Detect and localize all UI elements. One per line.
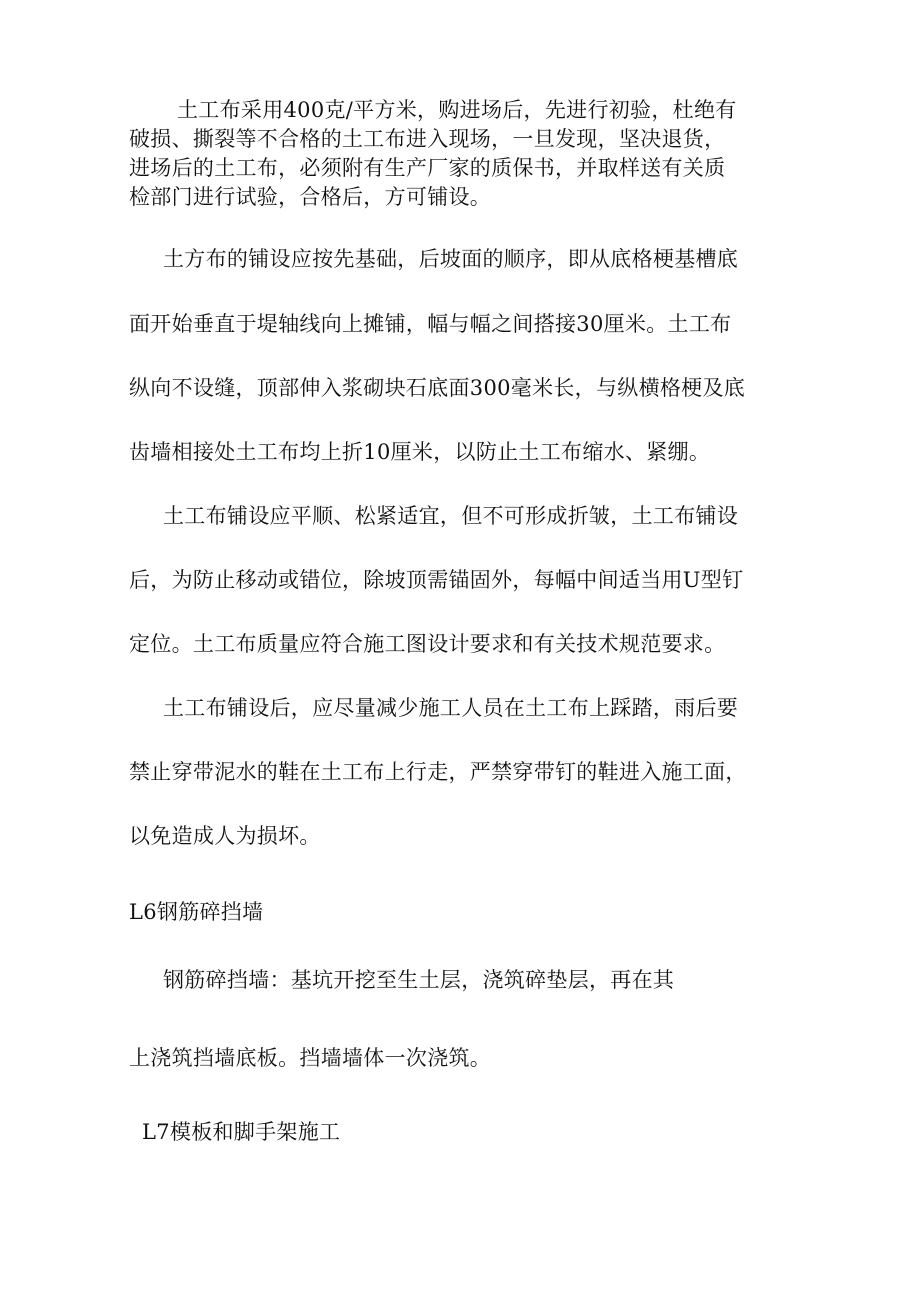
paragraph-4-line-1: 土工布铺设后，应尽量减少施工人员在土工布上踩踏，雨后要 — [163, 696, 739, 720]
section-heading-l6: L6钢筋碎挡墙 — [129, 900, 264, 924]
paragraph-2-line-1: 土方布的铺设应按先基础，后坡面的顺序，即从底格梗基槽底 — [163, 247, 739, 271]
paragraph-3-line-2: 后，为防止移动或错位，除坡顶需锚固外，每幅中间适当用U型钉 — [129, 568, 744, 592]
paragraph-4-line-3: 以免造成人为损坏。 — [129, 824, 321, 848]
paragraph-4-line-2: 禁止穿带泥水的鞋在土工布上行走，严禁穿带钉的鞋进入施工面， — [129, 760, 747, 784]
paragraph-1-line-1: 土工布采用400克/平方米，购进场后，先进行初验，杜绝有 — [177, 98, 737, 122]
paragraph-1-line-2: 破损、撕裂等不合格的土工布进入现场，一旦发现，坚决退货， — [129, 127, 726, 151]
paragraph-2-line-3: 纵向不设缝，顶部伸入浆砌块石底面300毫米长，与纵横格梗及底 — [129, 376, 746, 400]
paragraph-2-line-4: 齿墙相接处土工布均上折10厘米，以防止土工布缩水、紧绷。 — [129, 440, 711, 464]
paragraph-1-line-3: 进场后的土工布，必须附有生产厂家的质保书，并取样送有关质 — [129, 156, 726, 180]
paragraph-5-line-1: 钢筋碎挡墙：基坑开挖至生土层，浇筑碎垫层，再在其 — [163, 968, 675, 992]
paragraph-3-line-3: 定位。土工布质量应符合施工图设计要求和有关技术规范要求。 — [129, 632, 726, 656]
paragraph-1-line-4: 检部门进行试验，合格后，方可铺设。 — [129, 185, 492, 209]
paragraph-3-line-1: 土工布铺设应平顺、松紧适宜，但不可形成折皱，土工布铺设 — [163, 504, 739, 528]
section-heading-l7: L7模板和脚手架施工 — [142, 1120, 341, 1144]
paragraph-5-line-2: 上浇筑挡墙底板。挡墙墙体一次浇筑。 — [129, 1046, 492, 1070]
paragraph-2-line-2: 面开始垂直于堤轴线向上摊铺，幅与幅之间搭接30厘米。土工布 — [129, 312, 732, 336]
